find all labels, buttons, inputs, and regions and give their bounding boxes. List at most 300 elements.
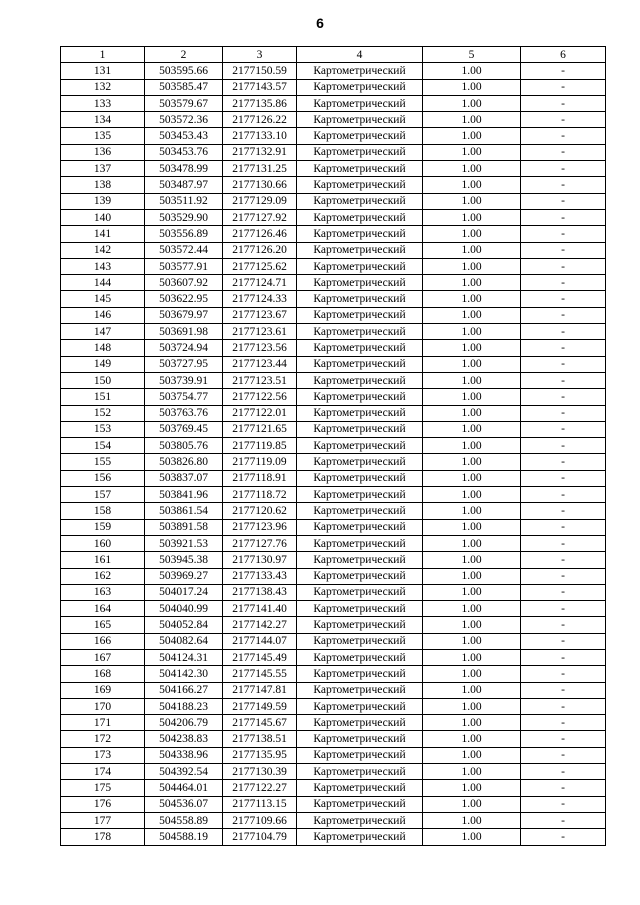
accuracy-cell: 1.00: [423, 601, 521, 617]
point-number-cell: 176: [61, 796, 145, 812]
y-coordinate-cell: 2177133.43: [223, 568, 297, 584]
accuracy-cell: 1.00: [423, 421, 521, 437]
accuracy-cell: 1.00: [423, 796, 521, 812]
column-header: 1: [61, 47, 145, 63]
point-number-cell: 161: [61, 552, 145, 568]
y-coordinate-cell: 2177142.27: [223, 617, 297, 633]
note-cell: -: [521, 731, 606, 747]
method-cell: Картометрический: [297, 535, 423, 551]
note-cell: -: [521, 112, 606, 128]
x-coordinate-cell: 503763.76: [145, 405, 223, 421]
table-row: [61, 764, 606, 780]
table-row: [61, 177, 606, 193]
note-cell: -: [521, 161, 606, 177]
method-cell: Картометрический: [297, 666, 423, 682]
table-row: [61, 63, 606, 79]
table-row: [61, 209, 606, 225]
y-coordinate-cell: 2177147.81: [223, 682, 297, 698]
y-coordinate-cell: 2177124.71: [223, 275, 297, 291]
note-cell: -: [521, 405, 606, 421]
accuracy-cell: 1.00: [423, 633, 521, 649]
note-cell: -: [521, 324, 606, 340]
note-cell: -: [521, 796, 606, 812]
accuracy-cell: 1.00: [423, 95, 521, 111]
x-coordinate-cell: 503945.38: [145, 552, 223, 568]
x-coordinate-cell: 503478.99: [145, 161, 223, 177]
table-row: [61, 633, 606, 649]
accuracy-cell: 1.00: [423, 242, 521, 258]
method-cell: Картометрический: [297, 731, 423, 747]
point-number-cell: 143: [61, 258, 145, 274]
table-body: [61, 63, 606, 845]
table-row: [61, 715, 606, 731]
note-cell: -: [521, 682, 606, 698]
y-coordinate-cell: 2177130.66: [223, 177, 297, 193]
method-cell: Картометрический: [297, 144, 423, 160]
accuracy-cell: 1.00: [423, 226, 521, 242]
note-cell: -: [521, 698, 606, 714]
accuracy-cell: 1.00: [423, 568, 521, 584]
table-row: [61, 649, 606, 665]
point-number-cell: 134: [61, 112, 145, 128]
accuracy-cell: 1.00: [423, 405, 521, 421]
y-coordinate-cell: 2177123.51: [223, 372, 297, 388]
x-coordinate-cell: 504040.99: [145, 601, 223, 617]
table-row: [61, 552, 606, 568]
y-coordinate-cell: 2177138.43: [223, 584, 297, 600]
point-number-cell: 148: [61, 340, 145, 356]
table-row: [61, 193, 606, 209]
note-cell: -: [521, 715, 606, 731]
table-row: [61, 275, 606, 291]
y-coordinate-cell: 2177123.67: [223, 307, 297, 323]
method-cell: Картометрический: [297, 633, 423, 649]
note-cell: -: [521, 177, 606, 193]
method-cell: Картометрический: [297, 226, 423, 242]
point-number-cell: 150: [61, 372, 145, 388]
method-cell: Картометрический: [297, 649, 423, 665]
method-cell: Картометрический: [297, 682, 423, 698]
point-number-cell: 166: [61, 633, 145, 649]
point-number-cell: 160: [61, 535, 145, 551]
accuracy-cell: 1.00: [423, 698, 521, 714]
method-cell: Картометрический: [297, 438, 423, 454]
method-cell: Картометрический: [297, 470, 423, 486]
table-row: [61, 829, 606, 845]
y-coordinate-cell: 2177145.55: [223, 666, 297, 682]
accuracy-cell: 1.00: [423, 715, 521, 731]
y-coordinate-cell: 2177144.07: [223, 633, 297, 649]
x-coordinate-cell: 504052.84: [145, 617, 223, 633]
accuracy-cell: 1.00: [423, 454, 521, 470]
table-row: [61, 617, 606, 633]
y-coordinate-cell: 2177104.79: [223, 829, 297, 845]
note-cell: -: [521, 617, 606, 633]
y-coordinate-cell: 2177123.96: [223, 519, 297, 535]
note-cell: -: [521, 649, 606, 665]
point-number-cell: 140: [61, 209, 145, 225]
y-coordinate-cell: 2177122.27: [223, 780, 297, 796]
accuracy-cell: 1.00: [423, 731, 521, 747]
accuracy-cell: 1.00: [423, 161, 521, 177]
y-coordinate-cell: 2177119.09: [223, 454, 297, 470]
point-number-cell: 165: [61, 617, 145, 633]
x-coordinate-cell: 504238.83: [145, 731, 223, 747]
point-number-cell: 170: [61, 698, 145, 714]
y-coordinate-cell: 2177121.65: [223, 421, 297, 437]
y-coordinate-cell: 2177127.92: [223, 209, 297, 225]
method-cell: Картометрический: [297, 503, 423, 519]
table-row: [61, 796, 606, 812]
accuracy-cell: 1.00: [423, 764, 521, 780]
table-row: [61, 324, 606, 340]
y-coordinate-cell: 2177131.25: [223, 161, 297, 177]
point-number-cell: 177: [61, 812, 145, 828]
y-coordinate-cell: 2177130.39: [223, 764, 297, 780]
column-header: 6: [521, 47, 606, 63]
method-cell: Картометрический: [297, 552, 423, 568]
x-coordinate-cell: 504392.54: [145, 764, 223, 780]
note-cell: -: [521, 747, 606, 763]
method-cell: Картометрический: [297, 128, 423, 144]
table-row: [61, 487, 606, 503]
table-row: [61, 389, 606, 405]
table-row: [61, 258, 606, 274]
method-cell: Картометрический: [297, 421, 423, 437]
x-coordinate-cell: 503529.90: [145, 209, 223, 225]
table-row: [61, 470, 606, 486]
point-number-cell: 135: [61, 128, 145, 144]
y-coordinate-cell: 2177149.59: [223, 698, 297, 714]
table-row: [61, 128, 606, 144]
accuracy-cell: 1.00: [423, 649, 521, 665]
method-cell: Картометрический: [297, 307, 423, 323]
table-row: [61, 79, 606, 95]
point-number-cell: 174: [61, 764, 145, 780]
point-number-cell: 142: [61, 242, 145, 258]
note-cell: -: [521, 601, 606, 617]
method-cell: Картометрический: [297, 601, 423, 617]
x-coordinate-cell: 504082.64: [145, 633, 223, 649]
accuracy-cell: 1.00: [423, 812, 521, 828]
x-coordinate-cell: 503579.67: [145, 95, 223, 111]
point-number-cell: 163: [61, 584, 145, 600]
y-coordinate-cell: 2177130.97: [223, 552, 297, 568]
y-coordinate-cell: 2177127.76: [223, 535, 297, 551]
method-cell: Картометрический: [297, 63, 423, 79]
y-coordinate-cell: 2177132.91: [223, 144, 297, 160]
accuracy-cell: 1.00: [423, 666, 521, 682]
note-cell: -: [521, 63, 606, 79]
y-coordinate-cell: 2177123.56: [223, 340, 297, 356]
accuracy-cell: 1.00: [423, 503, 521, 519]
method-cell: Картометрический: [297, 829, 423, 845]
method-cell: Картометрический: [297, 519, 423, 535]
y-coordinate-cell: 2177122.01: [223, 405, 297, 421]
y-coordinate-cell: 2177118.91: [223, 470, 297, 486]
table-row: [61, 291, 606, 307]
method-cell: Картометрический: [297, 812, 423, 828]
y-coordinate-cell: 2177150.59: [223, 63, 297, 79]
x-coordinate-cell: 504142.30: [145, 666, 223, 682]
note-cell: -: [521, 487, 606, 503]
x-coordinate-cell: 503891.58: [145, 519, 223, 535]
accuracy-cell: 1.00: [423, 780, 521, 796]
method-cell: Картометрический: [297, 112, 423, 128]
y-coordinate-cell: 2177113.15: [223, 796, 297, 812]
point-number-cell: 144: [61, 275, 145, 291]
x-coordinate-cell: 503727.95: [145, 356, 223, 372]
accuracy-cell: 1.00: [423, 307, 521, 323]
accuracy-cell: 1.00: [423, 258, 521, 274]
point-number-cell: 155: [61, 454, 145, 470]
column-header: 3: [223, 47, 297, 63]
y-coordinate-cell: 2177119.85: [223, 438, 297, 454]
y-coordinate-cell: 2177135.86: [223, 95, 297, 111]
note-cell: -: [521, 242, 606, 258]
note-cell: -: [521, 535, 606, 551]
method-cell: Картометрический: [297, 487, 423, 503]
method-cell: Картометрический: [297, 715, 423, 731]
table-row: [61, 242, 606, 258]
x-coordinate-cell: 504536.07: [145, 796, 223, 812]
note-cell: -: [521, 389, 606, 405]
method-cell: Картометрический: [297, 177, 423, 193]
table-row: [61, 747, 606, 763]
table-row: [61, 161, 606, 177]
accuracy-cell: 1.00: [423, 389, 521, 405]
point-number-cell: 172: [61, 731, 145, 747]
point-number-cell: 173: [61, 747, 145, 763]
accuracy-cell: 1.00: [423, 291, 521, 307]
table-row: [61, 340, 606, 356]
note-cell: -: [521, 193, 606, 209]
method-cell: Картометрический: [297, 340, 423, 356]
table-row: [61, 568, 606, 584]
x-coordinate-cell: 504338.96: [145, 747, 223, 763]
x-coordinate-cell: 503622.95: [145, 291, 223, 307]
accuracy-cell: 1.00: [423, 356, 521, 372]
x-coordinate-cell: 503511.92: [145, 193, 223, 209]
note-cell: -: [521, 470, 606, 486]
accuracy-cell: 1.00: [423, 519, 521, 535]
note-cell: -: [521, 356, 606, 372]
note-cell: -: [521, 584, 606, 600]
note-cell: -: [521, 666, 606, 682]
accuracy-cell: 1.00: [423, 112, 521, 128]
note-cell: -: [521, 307, 606, 323]
x-coordinate-cell: 503837.07: [145, 470, 223, 486]
point-number-cell: 136: [61, 144, 145, 160]
x-coordinate-cell: 503739.91: [145, 372, 223, 388]
method-cell: Картометрический: [297, 764, 423, 780]
note-cell: -: [521, 633, 606, 649]
y-coordinate-cell: 2177126.20: [223, 242, 297, 258]
point-number-cell: 157: [61, 487, 145, 503]
y-coordinate-cell: 2177125.62: [223, 258, 297, 274]
note-cell: -: [521, 438, 606, 454]
accuracy-cell: 1.00: [423, 177, 521, 193]
table-row: [61, 372, 606, 388]
method-cell: Картометрический: [297, 584, 423, 600]
point-number-cell: 141: [61, 226, 145, 242]
point-number-cell: 171: [61, 715, 145, 731]
accuracy-cell: 1.00: [423, 747, 521, 763]
note-cell: -: [521, 568, 606, 584]
x-coordinate-cell: 503572.36: [145, 112, 223, 128]
x-coordinate-cell: 503861.54: [145, 503, 223, 519]
accuracy-cell: 1.00: [423, 470, 521, 486]
y-coordinate-cell: 2177122.56: [223, 389, 297, 405]
y-coordinate-cell: 2177129.09: [223, 193, 297, 209]
y-coordinate-cell: 2177133.10: [223, 128, 297, 144]
x-coordinate-cell: 503841.96: [145, 487, 223, 503]
table-row: [61, 454, 606, 470]
point-number-cell: 137: [61, 161, 145, 177]
note-cell: -: [521, 95, 606, 111]
y-coordinate-cell: 2177123.61: [223, 324, 297, 340]
method-cell: Картометрический: [297, 275, 423, 291]
x-coordinate-cell: 503607.92: [145, 275, 223, 291]
point-number-cell: 153: [61, 421, 145, 437]
accuracy-cell: 1.00: [423, 209, 521, 225]
x-coordinate-cell: 504188.23: [145, 698, 223, 714]
point-number-cell: 149: [61, 356, 145, 372]
table-row: [61, 438, 606, 454]
note-cell: -: [521, 503, 606, 519]
accuracy-cell: 1.00: [423, 193, 521, 209]
method-cell: Картометрический: [297, 796, 423, 812]
table-row: [61, 112, 606, 128]
point-number-cell: 145: [61, 291, 145, 307]
method-cell: Картометрический: [297, 161, 423, 177]
table-row: [61, 356, 606, 372]
point-number-cell: 154: [61, 438, 145, 454]
y-coordinate-cell: 2177123.44: [223, 356, 297, 372]
table-row: [61, 535, 606, 551]
y-coordinate-cell: 2177118.72: [223, 487, 297, 503]
accuracy-cell: 1.00: [423, 79, 521, 95]
method-cell: Картометрический: [297, 454, 423, 470]
y-coordinate-cell: 2177126.22: [223, 112, 297, 128]
table-row: [61, 226, 606, 242]
accuracy-cell: 1.00: [423, 682, 521, 698]
x-coordinate-cell: 503585.47: [145, 79, 223, 95]
method-cell: Картометрический: [297, 79, 423, 95]
note-cell: -: [521, 144, 606, 160]
x-coordinate-cell: 503969.27: [145, 568, 223, 584]
accuracy-cell: 1.00: [423, 584, 521, 600]
method-cell: Картометрический: [297, 193, 423, 209]
y-coordinate-cell: 2177135.95: [223, 747, 297, 763]
y-coordinate-cell: 2177141.40: [223, 601, 297, 617]
point-number-cell: 132: [61, 79, 145, 95]
point-number-cell: 162: [61, 568, 145, 584]
accuracy-cell: 1.00: [423, 438, 521, 454]
note-cell: -: [521, 291, 606, 307]
method-cell: Картометрический: [297, 389, 423, 405]
y-coordinate-cell: 2177145.67: [223, 715, 297, 731]
x-coordinate-cell: 503487.97: [145, 177, 223, 193]
x-coordinate-cell: 504558.89: [145, 812, 223, 828]
x-coordinate-cell: 503556.89: [145, 226, 223, 242]
note-cell: -: [521, 226, 606, 242]
note-cell: -: [521, 128, 606, 144]
table-row: [61, 405, 606, 421]
point-number-cell: 131: [61, 63, 145, 79]
table-row: [61, 666, 606, 682]
x-coordinate-cell: 504464.01: [145, 780, 223, 796]
table-row: [61, 503, 606, 519]
note-cell: -: [521, 812, 606, 828]
method-cell: Картометрический: [297, 242, 423, 258]
note-cell: -: [521, 552, 606, 568]
table-row: [61, 307, 606, 323]
x-coordinate-cell: 503691.98: [145, 324, 223, 340]
table-row: [61, 421, 606, 437]
table-row: [61, 519, 606, 535]
table-row: [61, 95, 606, 111]
accuracy-cell: 1.00: [423, 144, 521, 160]
accuracy-cell: 1.00: [423, 340, 521, 356]
method-cell: Картометрический: [297, 617, 423, 633]
note-cell: -: [521, 275, 606, 291]
y-coordinate-cell: 2177145.49: [223, 649, 297, 665]
note-cell: -: [521, 79, 606, 95]
y-coordinate-cell: 2177143.57: [223, 79, 297, 95]
accuracy-cell: 1.00: [423, 372, 521, 388]
method-cell: Картометрический: [297, 95, 423, 111]
point-number-cell: 167: [61, 649, 145, 665]
point-number-cell: 168: [61, 666, 145, 682]
note-cell: -: [521, 209, 606, 225]
point-number-cell: 178: [61, 829, 145, 845]
method-cell: Картометрический: [297, 698, 423, 714]
note-cell: -: [521, 372, 606, 388]
x-coordinate-cell: 503453.76: [145, 144, 223, 160]
point-number-cell: 139: [61, 193, 145, 209]
point-number-cell: 164: [61, 601, 145, 617]
table-row: [61, 698, 606, 714]
point-number-cell: 159: [61, 519, 145, 535]
x-coordinate-cell: 503754.77: [145, 389, 223, 405]
column-header: 4: [297, 47, 423, 63]
x-coordinate-cell: 503595.66: [145, 63, 223, 79]
note-cell: -: [521, 764, 606, 780]
x-coordinate-cell: 503453.43: [145, 128, 223, 144]
note-cell: -: [521, 421, 606, 437]
table-row: [61, 601, 606, 617]
point-number-cell: 158: [61, 503, 145, 519]
column-header: 5: [423, 47, 521, 63]
table-row: [61, 144, 606, 160]
y-coordinate-cell: 2177109.66: [223, 812, 297, 828]
point-number-cell: 151: [61, 389, 145, 405]
x-coordinate-cell: 503769.45: [145, 421, 223, 437]
method-cell: Картометрический: [297, 258, 423, 274]
column-header: 2: [145, 47, 223, 63]
accuracy-cell: 1.00: [423, 552, 521, 568]
note-cell: -: [521, 258, 606, 274]
note-cell: -: [521, 829, 606, 845]
table-row: [61, 584, 606, 600]
x-coordinate-cell: 504206.79: [145, 715, 223, 731]
y-coordinate-cell: 2177124.33: [223, 291, 297, 307]
accuracy-cell: 1.00: [423, 487, 521, 503]
x-coordinate-cell: 503724.94: [145, 340, 223, 356]
accuracy-cell: 1.00: [423, 617, 521, 633]
point-number-cell: 152: [61, 405, 145, 421]
